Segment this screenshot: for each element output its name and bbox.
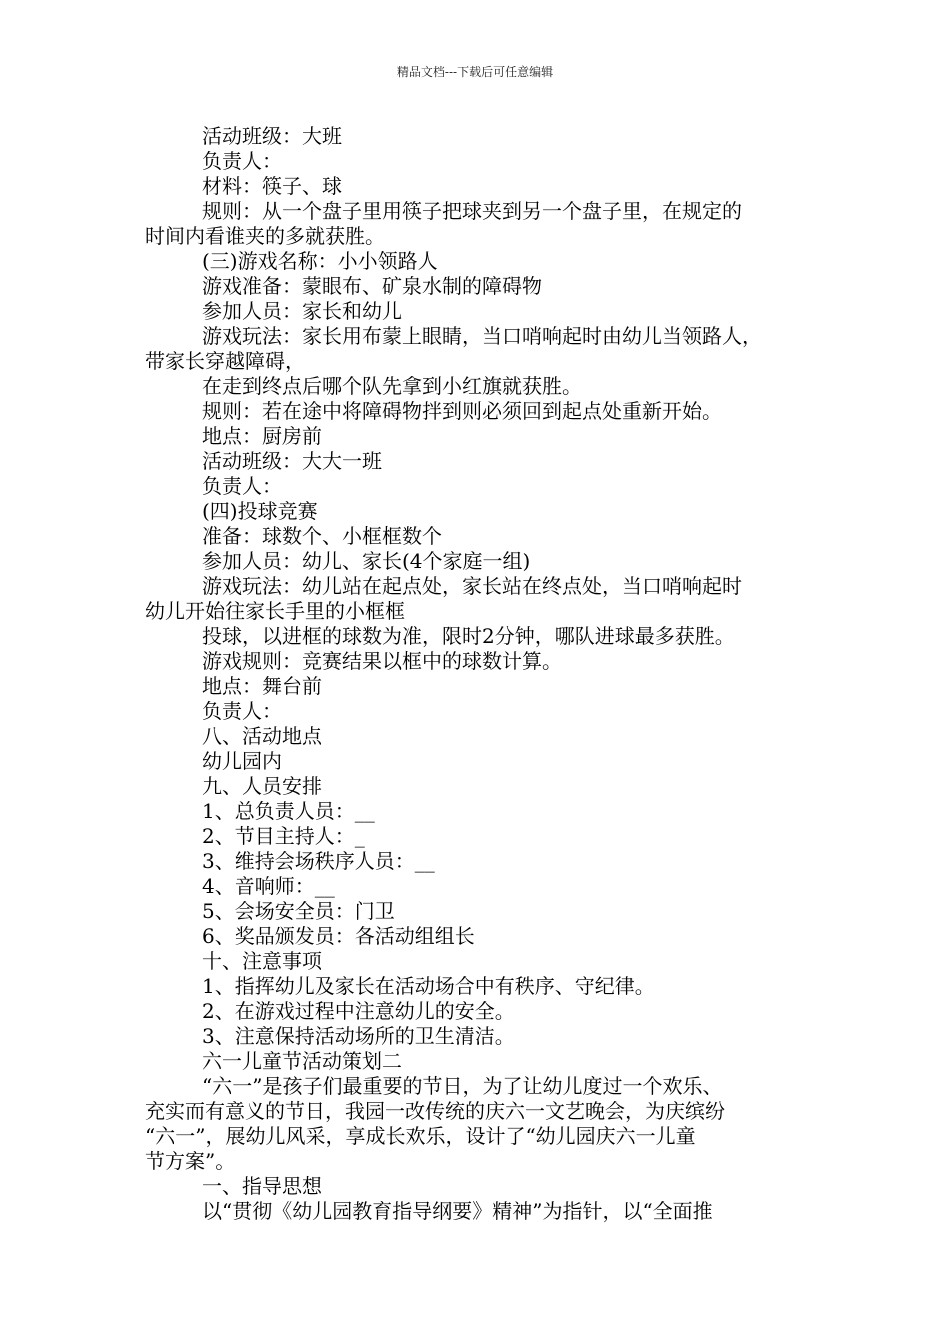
text-line: 2、在游戏过程中注意幼儿的安全。 xyxy=(202,999,515,1023)
text-line: 参加人员：幼儿、家长(4个家庭一组) xyxy=(202,549,531,573)
text-line: 5、会场安全员：门卫 xyxy=(202,899,395,923)
text-line: 材料：筷子、球 xyxy=(202,174,342,198)
text-line: 带家长穿越障碍， xyxy=(145,349,305,373)
text-line: (四)投球竞赛 xyxy=(202,499,318,523)
text-line: 十、注意事项 xyxy=(202,949,322,973)
text-line: 地点：厨房前 xyxy=(202,424,322,448)
text-line: “六一”，展幼儿风采，享成长欢乐，设计了“幼儿园庆六一儿童 xyxy=(145,1124,696,1148)
text-line: 八、活动地点 xyxy=(202,724,322,748)
text-line: 九、人员安排 xyxy=(202,774,322,798)
text-line: 游戏准备：蒙眼布、矿泉水制的障碍物 xyxy=(202,274,542,298)
text-line: 幼儿园内 xyxy=(202,749,282,773)
text-line: 地点：舞台前 xyxy=(202,674,322,698)
text-line: 幼儿开始往家长手里的小框框 xyxy=(145,599,405,623)
text-line: 4、音响师：__ xyxy=(202,874,335,898)
text-line: 负责人： xyxy=(202,149,282,173)
text-line: 1、指挥幼儿及家长在活动场合中有秩序、守纪律。 xyxy=(202,974,655,998)
text-line: 负责人： xyxy=(202,474,282,498)
text-line: 规则：若在途中将障碍物拌到则必须回到起点处重新开始。 xyxy=(202,399,722,423)
text-line: “六一”是孩子们最重要的节日，为了让幼儿度过一个欢乐、 xyxy=(202,1074,723,1098)
text-line: 充实而有意义的节日，我园一改传统的庆六一文艺晚会，为庆缤纷 xyxy=(145,1099,725,1123)
text-line: 活动班级：大班 xyxy=(202,124,342,148)
text-line: 在走到终点后哪个队先拿到小红旗就获胜。 xyxy=(202,374,582,398)
text-line: 3、维持会场秩序人员：__ xyxy=(202,849,435,873)
text-line: 3、注意保持活动场所的卫生清洁。 xyxy=(202,1024,515,1048)
text-line: (三)游戏名称：小小领路人 xyxy=(202,249,438,273)
text-line: 时间内看谁夹的多就获胜。 xyxy=(145,224,385,248)
text-line: 节方案”。 xyxy=(145,1149,236,1173)
text-line: 以“贯彻《幼儿园教育指导纲要》精神”为指针，以“全面推 xyxy=(202,1199,713,1223)
text-line: 规则：从一个盘子里用筷子把球夹到另一个盘子里，在规定的 xyxy=(202,199,742,223)
text-line: 游戏规则：竞赛结果以框中的球数计算。 xyxy=(202,649,562,673)
text-line: 6、奖品颁发员：各活动组组长 xyxy=(202,924,475,948)
text-line: 游戏玩法：家长用布蒙上眼睛，当口哨响起时由幼儿当领路人， xyxy=(202,324,762,348)
text-line: 游戏玩法：幼儿站在起点处，家长站在终点处，当口哨响起时 xyxy=(202,574,742,598)
text-line: 负责人： xyxy=(202,699,282,723)
text-line: 一、指导思想 xyxy=(202,1174,322,1198)
text-line: 2、节目主持人：_ xyxy=(202,824,365,848)
section-title: 六一儿童节活动策划二 xyxy=(202,1049,402,1073)
document-body xyxy=(145,124,825,1224)
page-header: 精品文档---下载后可任意编辑 xyxy=(396,65,554,79)
text-line: 活动班级：大大一班 xyxy=(202,449,382,473)
text-line: 投球，以进框的球数为准，限时2分钟，哪队进球最多获胜。 xyxy=(202,624,735,648)
text-line: 参加人员：家长和幼儿 xyxy=(202,299,402,323)
text-line: 1、总负责人员：__ xyxy=(202,799,375,823)
text-line: 准备：球数个、小框框数个 xyxy=(202,524,442,548)
